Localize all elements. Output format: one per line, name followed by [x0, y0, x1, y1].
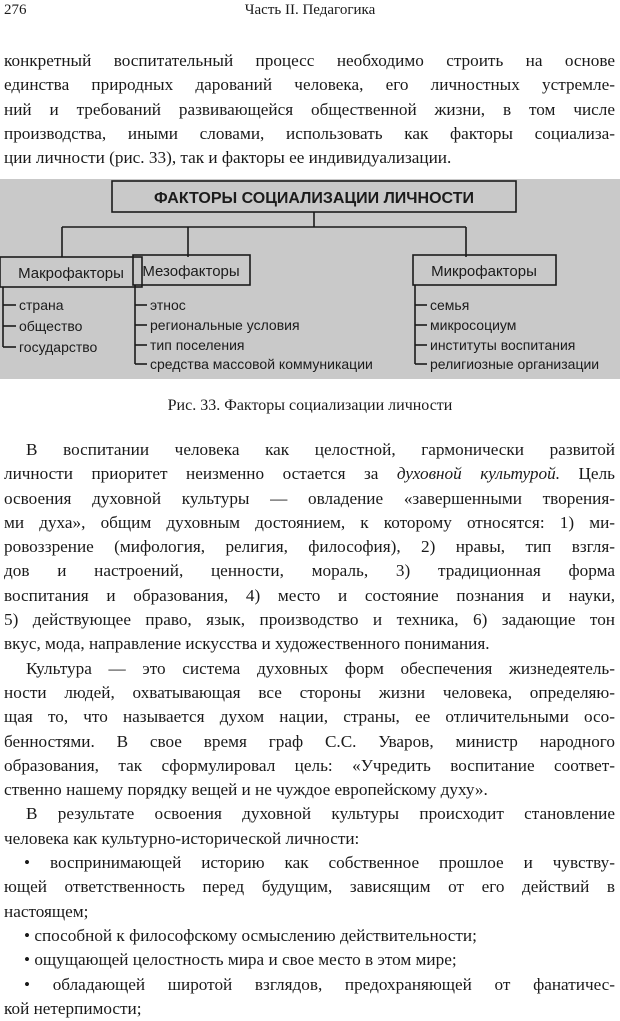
factor-item: семья: [430, 297, 470, 313]
group-title-micro: Микрофакторы: [431, 263, 537, 280]
text-line: человека как культурно-исторической личности:: [4, 828, 360, 848]
text-line: щая то, что называется духом нации, страны, ее отличительными осо-: [4, 707, 615, 727]
text-line: дов и настроений, ценности, мораль, 3) традиционная форма: [4, 561, 615, 581]
text-line: конкретный воспитательный процесс необходимо строить на основе: [4, 51, 615, 70]
text-line: освоения духовной культуры — овладение «завершенными творения-: [4, 488, 615, 508]
bullet-line: • воспринимающей историю как собственное прошлое и чувству-: [24, 853, 615, 873]
text-line: В воспитании человека как целостной, гармонически развитой: [26, 440, 615, 459]
text-line: Культура — это система духовных форм обеспечения жизнедеятель-: [26, 658, 615, 678]
text-line: ющей ответственность перед будущим, зависящим от его действий в: [4, 877, 615, 897]
page-number: 276: [4, 2, 27, 18]
text-line: личности приоритет неизменно остается за духовной культурой. Цель: [4, 464, 615, 484]
group-title-meso: Мезофакторы: [142, 263, 240, 280]
intro-paragraph: [4, 49, 615, 170]
factor-item: микросоциум: [430, 317, 517, 333]
figure-caption: Рис. 33. Факторы социализации личности: [167, 397, 453, 414]
factor-item: средства массовой коммуникации: [150, 356, 373, 372]
text-line: ровоззрение (мифология, религия, философия), 2) нравы, тип взгля-: [4, 537, 615, 557]
text-line: образования, так сформулировал цель: «Учредить воспитание соответ-: [4, 755, 615, 775]
text-line: ности людей, охватывающая все стороны жизни человека, определяю-: [4, 682, 615, 702]
factor-item: страна: [19, 297, 64, 313]
page-header: [0, 0, 620, 30]
text-line: производства, иными словами, использовать как факторы социализа-: [4, 123, 615, 143]
bullet-line: • обладающей широтой взглядов, предохраняющей от фанатичес-: [24, 974, 615, 994]
text-line: бенностями. В свое время граф С.С. Уваров, министр народного: [4, 731, 615, 751]
bullet-line: • ощущающей целостность мира и свое место в этом мире;: [24, 950, 457, 970]
text-line: вкус, мода, направление искусства и художественного понимания.: [4, 634, 490, 654]
factor-item: региональные условия: [150, 317, 300, 333]
diagram-svg: [0, 179, 620, 379]
text-line: ми духа», общим духовным достоянием, к которому относятся: 1) ми-: [4, 512, 615, 532]
text-line: ственно нашему порядку вещей и не чуждое европейскому духу».: [4, 780, 488, 800]
bullet-line: • способной к философскому осмыслению действительности;: [24, 925, 477, 945]
group-title-macro: Макрофакторы: [18, 265, 124, 282]
text-line: кой нетерпимости;: [4, 998, 142, 1018]
factor-item: религиозные организации: [430, 356, 600, 372]
paragraph-culture: [4, 438, 615, 1021]
factor-item: государство: [19, 339, 98, 355]
text-line: В результате освоения духовной культуры происходит становление: [26, 804, 615, 824]
text-line: настоящем;: [4, 901, 89, 921]
factors-diagram: [0, 179, 620, 379]
factor-item: институты воспитания: [430, 337, 576, 353]
emphasis-term: духовной культурой.: [396, 464, 561, 484]
text-line: 5) действующее право, язык, производство и техника, 6) задающие тон: [4, 610, 615, 630]
text-line: воспитания и образования, 4) место и состояние познания и науки,: [4, 585, 615, 605]
factor-item: общество: [19, 318, 83, 334]
running-head: Часть II. Педагогика: [244, 2, 376, 18]
text-line: единства природных дарований человека, его личностных устремле-: [4, 75, 615, 95]
text-line: ции личности (рис. 33), так и факторы ее индивидуализации.: [4, 148, 452, 168]
diagram-title: ФАКТОРЫ СОЦИАЛИЗАЦИИ ЛИЧНОСТИ: [154, 190, 474, 207]
text-line: ний и требований развивающейся общественной жизни, в том числе: [4, 99, 615, 119]
factor-item: этнос: [150, 297, 186, 313]
factor-item: тип поселения: [150, 337, 245, 353]
